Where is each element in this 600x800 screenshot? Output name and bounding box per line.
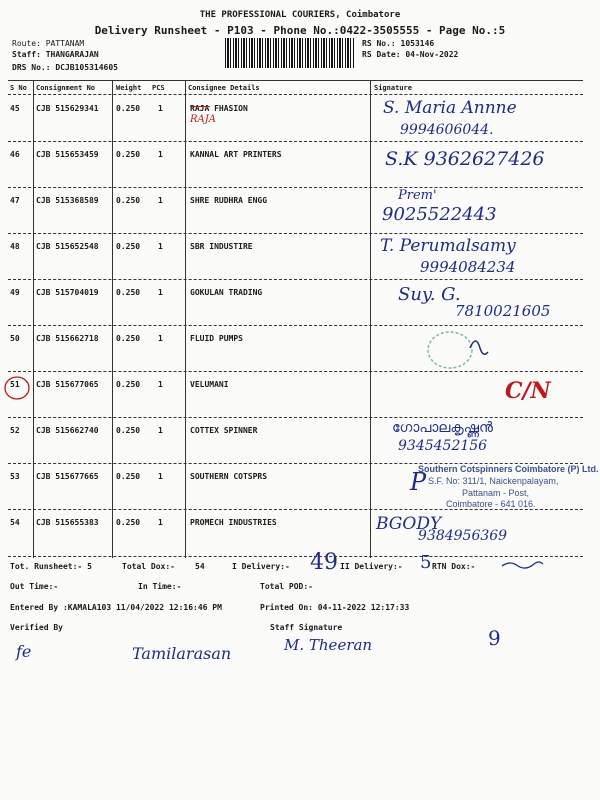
route-label: Route: PATTANAM	[12, 39, 85, 48]
row-pcs: 1	[158, 380, 163, 389]
table-row	[0, 142, 600, 188]
row-pcs: 1	[158, 518, 163, 527]
row-weight: 0.250	[116, 288, 141, 297]
verified-by: Verified By	[10, 623, 63, 632]
col-header-consignment: Consignment No	[36, 84, 96, 92]
row-consignment: CJB 515704019	[36, 288, 99, 297]
company-stamp-name: Southern Cotspinners Coimbatore (P) Ltd.	[418, 464, 599, 474]
row-consignee: SOUTHERN COTSPRS	[190, 472, 268, 481]
row-pcs: 1	[158, 334, 163, 343]
row-pcs: 1	[158, 472, 163, 481]
row-weight: 0.250	[116, 334, 141, 343]
rs-date: RS Date: 04-Nov-2022	[362, 50, 459, 59]
table-row	[0, 418, 600, 464]
rs-number: RS No.: 1053146	[362, 39, 435, 48]
table-row	[0, 464, 600, 510]
signature-phone: 9025522443	[382, 204, 497, 225]
row-consignment: CJB 515629341	[36, 104, 99, 113]
col-header-sno: S No	[10, 84, 27, 92]
row-weight: 0.250	[116, 150, 141, 159]
total-dox-value: 54	[195, 562, 205, 571]
handwritten-ii-delivery: 5	[420, 552, 432, 573]
staff-signature-label: Staff Signature	[270, 623, 343, 632]
row-consignment: CJB 515368589	[36, 196, 99, 205]
row-weight: 0.250	[116, 472, 141, 481]
table-row	[0, 188, 600, 234]
staff-signature: M. Theeran	[284, 636, 373, 654]
row-consignee: RAJA FHASION	[190, 104, 248, 113]
table-row	[0, 326, 600, 372]
col-header-pcs: PCS	[152, 84, 165, 92]
handwritten-i-delivery: 49	[310, 550, 338, 575]
row-sno: 54	[10, 518, 20, 527]
row-divider	[8, 556, 583, 557]
strikethrough	[190, 106, 210, 107]
row-sno: 51	[10, 380, 20, 389]
handwritten-page-mark: 9	[488, 626, 501, 650]
table-row	[0, 96, 600, 142]
row-pcs: 1	[158, 426, 163, 435]
row-weight: 0.250	[116, 380, 141, 389]
row-weight: 0.250	[116, 426, 141, 435]
signature: ഗോപാലകൃഷ്ണൻ	[392, 420, 493, 436]
row-consignment: CJB 515652548	[36, 242, 99, 251]
signature-phone: 7810021605	[455, 302, 551, 320]
row-pcs: 1	[158, 288, 163, 297]
signature: S.K 9362627426	[385, 148, 545, 170]
out-time: Out Time:-	[10, 582, 59, 591]
signature: BGODY	[376, 514, 442, 534]
drs-number: DRS No.: DCJB105314605	[12, 63, 118, 72]
table-row	[0, 372, 600, 418]
row-sno: 47	[10, 196, 20, 205]
handwritten-cn: C/N	[505, 378, 551, 404]
runsheet-title: Delivery Runsheet - P103 - Phone No.:0422-3505555 - Page No.:5	[94, 24, 506, 37]
row-pcs: 1	[158, 196, 163, 205]
verifier-signature: Tamilarasan	[132, 644, 232, 663]
row-sno: 46	[10, 150, 20, 159]
verifier-signature: fe	[16, 642, 32, 661]
signature: Prem'	[398, 188, 437, 203]
signature: S. Maria Annne	[383, 98, 517, 118]
row-weight: 0.250	[116, 104, 141, 113]
i-delivery-label: I Delivery:-	[232, 562, 290, 571]
entered-by: Entered By :KAMALA103 11/04/2022 12:16:46 PM	[10, 603, 222, 612]
barcode	[225, 38, 355, 68]
row-weight: 0.250	[116, 196, 141, 205]
company-title: THE PROFESSIONAL COURIERS, Coimbatore	[199, 10, 401, 20]
table-row	[0, 510, 600, 556]
row-sno: 49	[10, 288, 20, 297]
header-divider	[8, 94, 583, 95]
company-stamp-address: S.F. No: 311/1, Naickenpalayam,	[428, 476, 559, 486]
col-header-consignee: Consignee Details	[188, 84, 260, 92]
row-pcs: 1	[158, 242, 163, 251]
total-runsheet: Tot. Runsheet:- 5	[10, 562, 92, 571]
row-consignee: KANNAL ART PRINTERS	[190, 150, 282, 159]
row-consignment: CJB 515662718	[36, 334, 99, 343]
table-top-border	[8, 80, 583, 81]
faded-stamp	[420, 328, 500, 372]
col-header-weight: Weight	[116, 84, 142, 92]
row-consignee: SHRE RUDHRA ENGG	[190, 196, 268, 205]
handwritten-correction: RAJA	[190, 114, 216, 125]
row-weight: 0.250	[116, 242, 141, 251]
signature-phone: 9345452156	[398, 438, 488, 454]
row-consignee: COTTEX SPINNER	[190, 426, 258, 435]
row-consignment: CJB 515662740	[36, 426, 99, 435]
table-row	[0, 234, 600, 280]
row-pcs: 1	[158, 150, 163, 159]
row-sno: 45	[10, 104, 20, 113]
row-sno: 53	[10, 472, 20, 481]
ii-delivery-label: II Delivery:-	[340, 562, 403, 571]
signature-phone: 9384956369	[418, 528, 508, 544]
row-consignee: FLUID PUMPS	[190, 334, 243, 343]
signature: T. Perumalsamy	[380, 236, 516, 256]
row-consignee: VELUMANI	[190, 380, 229, 389]
row-consignee: SBR INDUSTIRE	[190, 242, 253, 251]
row-consignment: CJB 515653459	[36, 150, 99, 159]
table-row	[0, 280, 600, 326]
signature-phone: 9994606044.	[400, 122, 494, 138]
row-consignment: CJB 515677665	[36, 472, 99, 481]
scribble-mark	[500, 556, 545, 572]
row-weight: 0.250	[116, 518, 141, 527]
total-dox-label: Total Dox:-	[122, 562, 175, 571]
row-consignment: CJB 515677065	[36, 380, 99, 389]
row-consignee: PROMECH INDUSTRIES	[190, 518, 277, 527]
row-consignment: CJB 515655383	[36, 518, 99, 527]
signature-p: P	[410, 468, 427, 496]
row-sno: 52	[10, 426, 20, 435]
rtn-dox-label: RTN Dox:-	[432, 562, 476, 571]
row-pcs: 1	[158, 104, 163, 113]
total-pod: Total POD:-	[260, 582, 313, 591]
signature-phone: 9994084234	[420, 258, 516, 276]
col-header-signature: Signature	[374, 84, 412, 92]
in-time: In Time:-	[138, 582, 182, 591]
printed-on: Printed On: 04-11-2022 12:17:33	[260, 603, 410, 612]
row-sno: 50	[10, 334, 20, 343]
company-stamp-address: Pattanam - Post,	[462, 488, 530, 498]
signature: Suy. G.	[398, 284, 461, 305]
staff-label: Staff: THANGARAJAN	[12, 50, 99, 59]
row-sno: 48	[10, 242, 20, 251]
company-stamp-address: Coimbatore - 641 016.	[446, 499, 536, 509]
row-consignee: GOKULAN TRADING	[190, 288, 263, 297]
